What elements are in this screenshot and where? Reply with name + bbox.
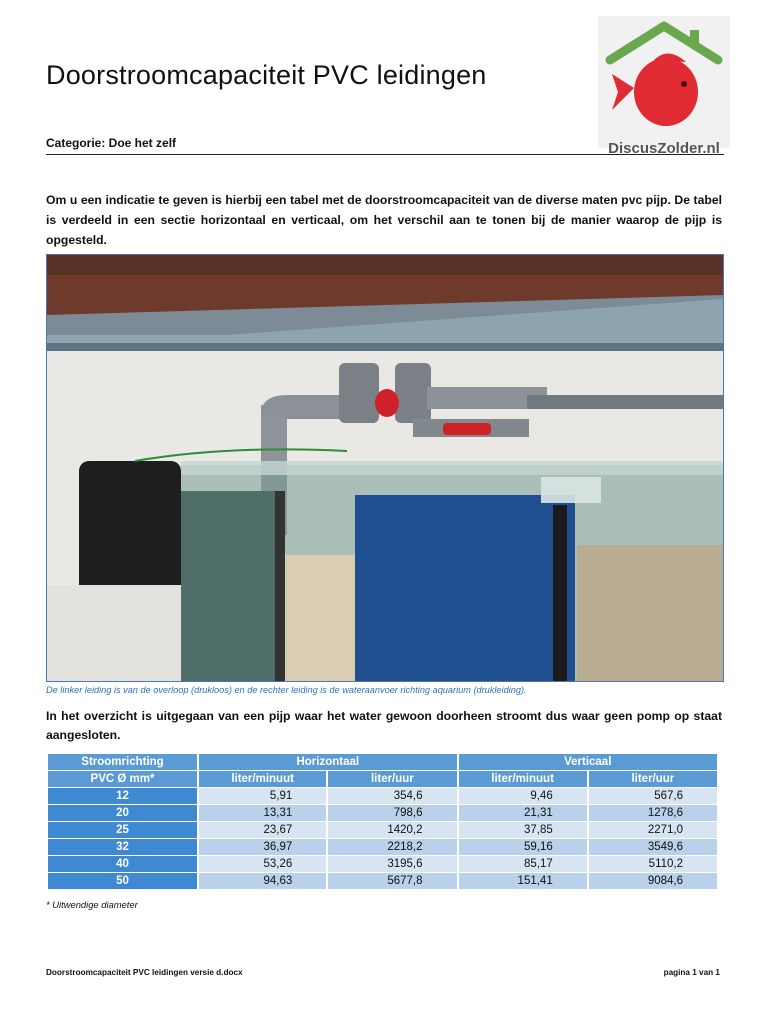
table-row: [48, 873, 717, 889]
v-liter-uur: 567,6: [589, 788, 717, 804]
header-v-liter-uur: liter/uur: [589, 771, 717, 787]
header-h-liter-minuut: liter/minuut: [199, 771, 326, 787]
h-liter-uur: 354,6: [328, 788, 456, 804]
h-liter-minuut: 5,91: [199, 788, 326, 804]
h-liter-uur: 2218,2: [328, 839, 456, 855]
flow-capacity-table: [46, 753, 719, 890]
h-liter-uur: 5677,8: [328, 873, 456, 889]
h-liter-uur: 1420,2: [328, 822, 456, 838]
table-subheader-row: [48, 771, 717, 787]
h-liter-uur: 3195,6: [328, 856, 456, 872]
table-row: [48, 788, 717, 804]
v-liter-minuut: 21,31: [459, 805, 587, 821]
v-liter-uur: 1278,6: [589, 805, 717, 821]
v-liter-uur: 9084,6: [589, 873, 717, 889]
h-liter-minuut: 23,67: [199, 822, 326, 838]
document-title: Doorstroomcapaciteit PVC leidingen: [46, 60, 487, 90]
header-stroomrichting: Stroomrichting: [48, 754, 197, 770]
h-liter-minuut: 94,63: [199, 873, 326, 889]
h-liter-uur: 798,6: [328, 805, 456, 821]
table-footnote: * Uitwendige diameter: [46, 899, 138, 910]
v-liter-uur: 2271,0: [589, 822, 717, 838]
table-row: [48, 805, 717, 821]
house-fish-icon: [598, 16, 730, 140]
h-liter-minuut: 53,26: [199, 856, 326, 872]
aquarium-sump-photo: [46, 254, 724, 682]
v-liter-minuut: 9,46: [459, 788, 587, 804]
header-divider: [46, 154, 724, 155]
header-verticaal: Verticaal: [459, 754, 718, 770]
table-row: [48, 839, 717, 855]
header-horizontaal: Horizontaal: [199, 754, 457, 770]
v-liter-uur: 3549,6: [589, 839, 717, 855]
overview-paragraph: In het overzicht is uitgegaan van een pijp waar het water gewoon doorheen stroomt dus waar geen pomp op staat aangesloten.: [46, 709, 722, 742]
pvc-size: 12: [48, 788, 197, 804]
pvc-size: 50: [48, 873, 197, 889]
table-row: [48, 856, 717, 872]
logo-brand-text: DiscusZolder.nl: [608, 140, 720, 157]
footer-filename: Doorstroomcapaciteit PVC leidingen versie d.docx: [46, 968, 243, 977]
pvc-size: 20: [48, 805, 197, 821]
discuszolder-logo: [598, 16, 730, 157]
v-liter-minuut: 85,17: [459, 856, 587, 872]
v-liter-uur: 5110,2: [589, 856, 717, 872]
footer-page-number: pagina 1 van 1: [663, 968, 720, 977]
v-liter-minuut: 151,41: [459, 873, 587, 889]
pvc-size: 32: [48, 839, 197, 855]
h-liter-minuut: 13,31: [199, 805, 326, 821]
table-header-row: [48, 754, 717, 770]
pvc-size: 25: [48, 822, 197, 838]
header-v-liter-minuut: liter/minuut: [459, 771, 587, 787]
photo-caption: De linker leiding is van de overloop (drukloos) en de rechter leiding is de wateraanvoer richting aquarium (drukleiding).: [46, 685, 527, 695]
h-liter-minuut: 36,97: [199, 839, 326, 855]
intro-paragraph: Om u een indicatie te geven is hierbij een tabel met de doorstroomcapaciteit van de diverse maten pvc pijp. De tabel is verdeeld in een sectie horizontaal en verticaal, om het verschil aan te tonen bij de manier waarop de pijp is opgesteld.: [46, 193, 722, 247]
table-row: [48, 822, 717, 838]
category-label: Categorie: Doe het zelf: [46, 136, 177, 150]
header-pvc-diameter: PVC Ø mm*: [48, 771, 197, 787]
v-liter-minuut: 37,85: [459, 822, 587, 838]
header-h-liter-uur: liter/uur: [328, 771, 456, 787]
pvc-size: 40: [48, 856, 197, 872]
v-liter-minuut: 59,16: [459, 839, 587, 855]
